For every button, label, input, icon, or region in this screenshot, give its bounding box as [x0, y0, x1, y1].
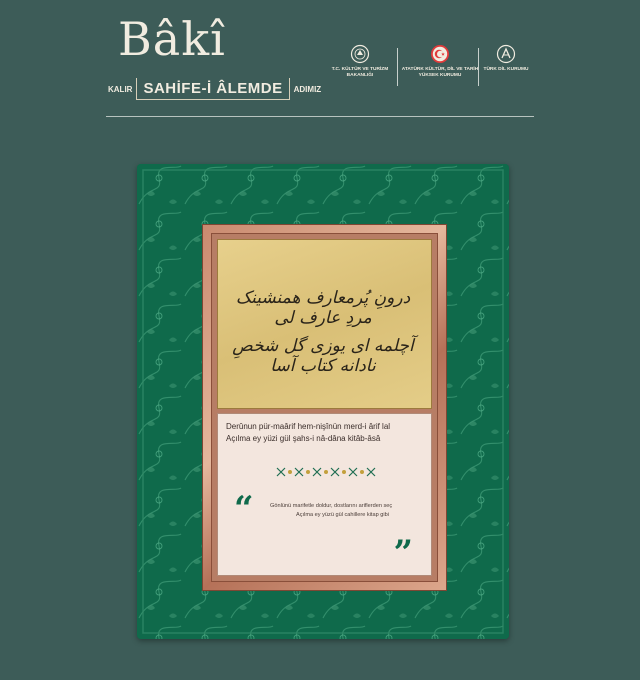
book-cover	[137, 164, 509, 639]
modern-line-1: Gönlünü marifetle doldur, dostlarını ariflerden seç	[270, 503, 393, 509]
institution-divider	[397, 48, 398, 86]
institution-ministry-line2: BAKANLIĞI	[346, 73, 374, 78]
calligraphy-line-1: درونِ پُرمعارف همنشینک مردِ عارف لی	[235, 288, 411, 328]
institution-akdtyk-line1: ATATÜRK KÜLTÜR, DİL VE TARİH	[401, 67, 479, 72]
institution-ministry-line1: T.C. KÜLTÜR VE TURİZM	[331, 67, 389, 72]
framed-plate	[202, 224, 447, 591]
modern-line-2: Açılma ey yüzü gül cahillere kitap gibi	[296, 512, 389, 518]
calligraphy-line-2: آچلمه ای یوزی گل شخصِ نادانه کتاب آسا	[232, 336, 414, 376]
poem-transliteration	[226, 421, 425, 445]
crescent-star-seal-icon	[430, 44, 450, 64]
poem-line-1: Derûnun pür-maârif hem-nişînün merd-i ârif lal	[226, 422, 391, 431]
logo-word-center: SAHİFE-İ ÂLEMDE	[136, 78, 289, 100]
calligraphy-panel	[217, 239, 432, 409]
header	[0, 0, 640, 120]
tdk-emblem-icon	[496, 44, 516, 64]
open-quote-icon: “	[234, 489, 254, 529]
institution-ministry	[320, 44, 400, 79]
baki-logo-title: Bâkî	[118, 12, 226, 66]
poem-line-2: Açılma ey yüzi gül şahs-i nâ-dâna kitâb-âsâ	[226, 434, 381, 443]
institution-akdtyk-line2: YÜKSEK KURUMU	[418, 73, 462, 78]
ministry-seal-icon	[350, 44, 370, 64]
translation-panel	[217, 413, 432, 576]
ornament-divider-icon	[273, 466, 383, 478]
logo-word-right: ADIMIZ	[293, 84, 322, 94]
modern-translation	[270, 502, 430, 520]
frame-inner	[211, 233, 438, 582]
institution-tdk	[466, 44, 546, 73]
logo-subtitle	[108, 74, 321, 104]
institution-tdk-line1: TÜRK DİL KURUMU	[483, 67, 529, 72]
header-divider	[106, 116, 534, 117]
logo-word-left: KALIR	[108, 84, 133, 94]
close-quote-icon: ”	[393, 533, 413, 573]
